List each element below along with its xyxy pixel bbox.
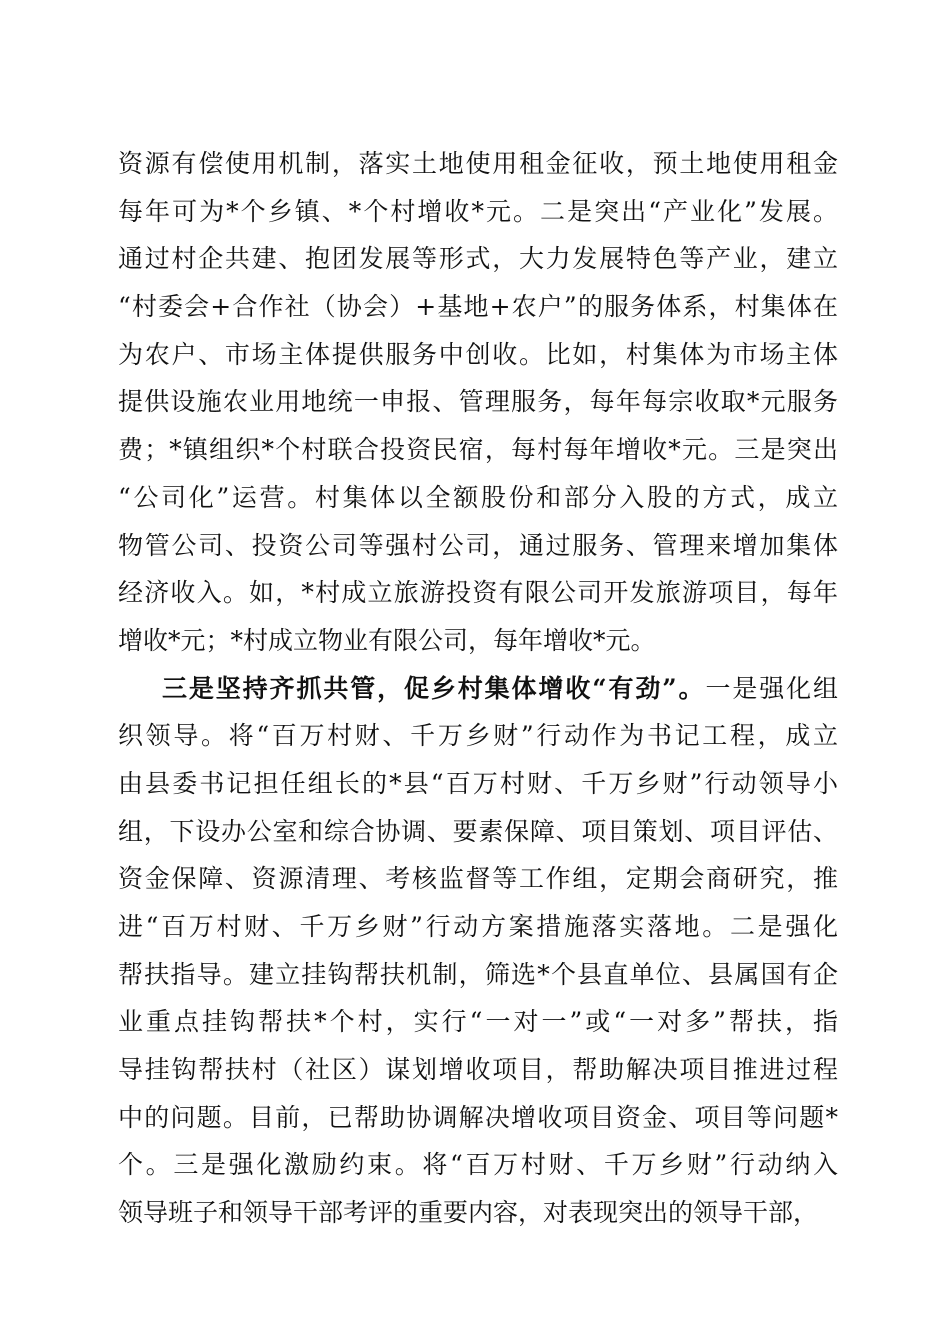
paragraph-heading: 三是坚持齐抓共管，促乡村集体增收“有劲”。 — [162, 673, 706, 703]
text-line: 物管公司、投资公司等强村公司，通过服务、管理来增加集体 — [118, 530, 838, 560]
text-line: 费；*镇组织*个村联合投资民宿，每村每年增收*元。三是突出 — [118, 435, 838, 465]
text-line: 经济收入。如，*村成立旅游投资有限公司开发旅游项目，每年 — [118, 578, 838, 608]
text-line: 资金保障、资源清理、考核监督等工作组，定期会商研究，推 — [118, 864, 838, 894]
text-line: 帮扶指导。建立挂钩帮扶机制，筛选*个县直单位、县属国有企 — [118, 959, 838, 989]
text-line: 织领导。将“百万村财、千万乡财”行动作为书记工程，成立 — [118, 721, 838, 751]
text-line: 进“百万村财、千万乡财”行动方案措施落实落地。二是强化 — [118, 912, 838, 941]
text-line: “村委会+合作社（协会）+基地+农户”的服务体系，村集体在 — [118, 292, 838, 322]
text-line: 提供设施农业用地统一申报、管理服务，每年每宗收取*元服务 — [118, 387, 838, 417]
text-line: “公司化”运营。村集体以全额股份和部分入股的方式，成立 — [118, 482, 838, 512]
text-line: 业重点挂钩帮扶*个村，实行“一对一”或“一对多”帮扶，指 — [118, 1007, 838, 1037]
text-line: 资源有偿使用机制，落实土地使用租金征收，预土地使用租金 — [118, 149, 838, 178]
text-line: 组，下设办公室和综合协调、要素保障、项目策划、项目评估、 — [118, 816, 838, 846]
paragraph-1 — [118, 140, 838, 665]
text-line: 增收*元；*村成立物业有限公司，每年增收*元。 — [118, 625, 656, 655]
text-line: 中的问题。目前，已帮助协调解决增收项目资金、项目等问题* — [118, 1102, 838, 1132]
text-line: 每年可为*个乡镇、*个村增收*元。二是突出“产业化”发展。 — [118, 196, 838, 226]
text-line: 领导班子和领导干部考评的重要内容，对表现突出的领导干部， — [118, 1198, 819, 1228]
text-line: 由县委书记担任组长的*县“百万村财、千万乡财”行动领导小 — [118, 768, 838, 798]
text-line: 为农户、市场主体提供服务中创收。比如，村集体为市场主体 — [118, 339, 838, 369]
text-line: 个。三是强化激励约束。将“百万村财、千万乡财”行动纳入 — [118, 1150, 838, 1180]
text-line: 通过村企共建、抱团发展等形式，大力发展特色等产业，建立 — [118, 244, 838, 274]
paragraph-first-line-rest: 一是强化组 — [705, 673, 838, 703]
paragraph-2 — [118, 665, 838, 1237]
text-line: 导挂钩帮扶村（社区）谋划增收项目，帮助解决项目推进过程 — [118, 1055, 838, 1085]
body-text — [118, 140, 838, 1237]
paragraph-first-line — [118, 665, 838, 713]
